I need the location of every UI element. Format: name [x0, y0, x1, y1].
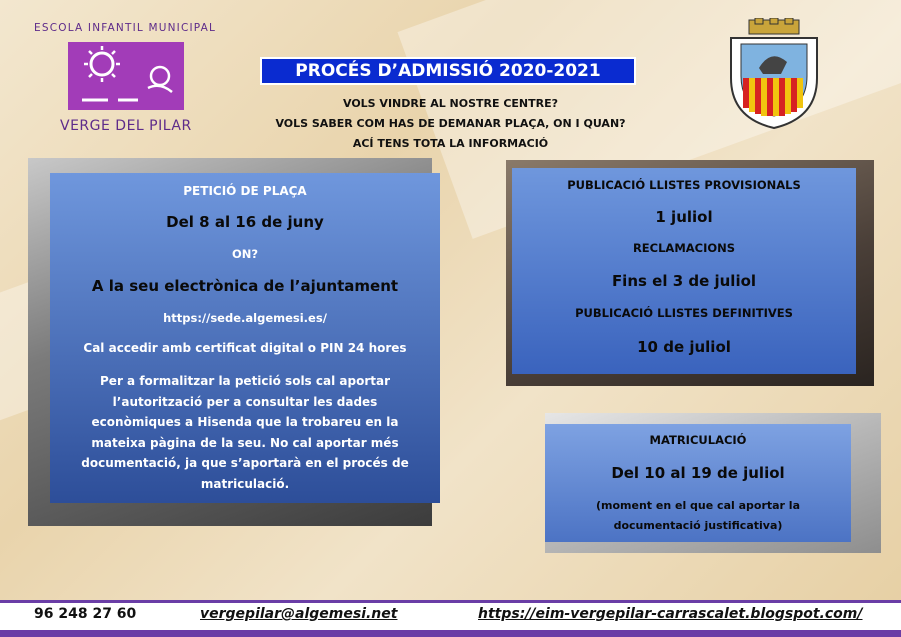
- peticio-heading: PETICIÓ DE PLAÇA: [183, 184, 307, 198]
- sede-link[interactable]: https://sede.algemesi.es/: [163, 311, 327, 325]
- publicacio-panel: [512, 168, 856, 374]
- page-title: PROCÉS D’ADMISSIÓ 2020-2021: [260, 57, 636, 85]
- peticio-place: A la seu electrònica de l’ajuntament: [91, 277, 399, 295]
- peticio-panel: [50, 173, 440, 503]
- matriculacio-dates: Del 10 al 19 de juliol: [611, 464, 785, 482]
- details-line: Per a formalitzar la petició sols cal aportar: [100, 374, 390, 388]
- details-line: l’autorització per a consultar les dades: [112, 394, 378, 409]
- peticio-dates: Del 8 al 16 de juny: [166, 213, 324, 231]
- reclamacions-date: Fins el 3 de juliol: [611, 272, 757, 290]
- peticio-on-label: ON?: [231, 247, 259, 261]
- intro-line: VOLS SABER COM HAS DE DEMANAR PLAÇA, ON I QUAN?: [275, 117, 626, 130]
- intro-line: VOLS VINDRE AL NOSTRE CENTRE?: [343, 97, 558, 110]
- matriculacio-heading: MATRICULACIÓ: [649, 433, 747, 447]
- definitives-label: PUBLICACIÓ LLISTES DEFINITIVES: [575, 306, 793, 320]
- school-name: VERGE DEL PILAR: [60, 118, 192, 134]
- provisional-label: PUBLICACIÓ LLISTES PROVISIONALS: [567, 178, 801, 192]
- details-line: matriculació.: [200, 476, 290, 491]
- peticio-access: Cal accedir amb certificat digital o PIN 24 hores: [83, 341, 407, 355]
- matriculacio-panel: [545, 424, 851, 542]
- details-line: mateixa pàgina de la seu. No cal aportar més: [91, 435, 399, 450]
- blog-link[interactable]: https://eim-vergepilar-carrascalet.blogspot.com/: [478, 606, 863, 622]
- matriculacio-note-line: documentació justificativa): [613, 519, 783, 532]
- phone-number: 96 248 27 60: [34, 606, 137, 622]
- definitives-date: 10 de juliol: [637, 338, 731, 356]
- provisional-date: 1 juliol: [655, 208, 713, 226]
- email-link[interactable]: vergepilar@algemesi.net: [200, 606, 398, 622]
- footer-bar: [0, 630, 901, 637]
- peticio-details: [50, 371, 440, 494]
- details-line: documentació, ja que s’aportarà en el procés de: [81, 456, 409, 470]
- coat-of-arms-icon: [723, 18, 825, 130]
- school-header: ESCOLA INFANTIL MUNICIPAL: [34, 22, 217, 34]
- details-line: econòmiques a Hisenda que la trobareu en la: [91, 415, 399, 429]
- intro-line: ACÍ TENS TOTA LA INFORMACIÓ: [352, 137, 549, 150]
- matriculacio-note-line: (moment en el que cal aportar la: [595, 499, 800, 512]
- reclamacions-label: RECLAMACIONS: [632, 241, 736, 255]
